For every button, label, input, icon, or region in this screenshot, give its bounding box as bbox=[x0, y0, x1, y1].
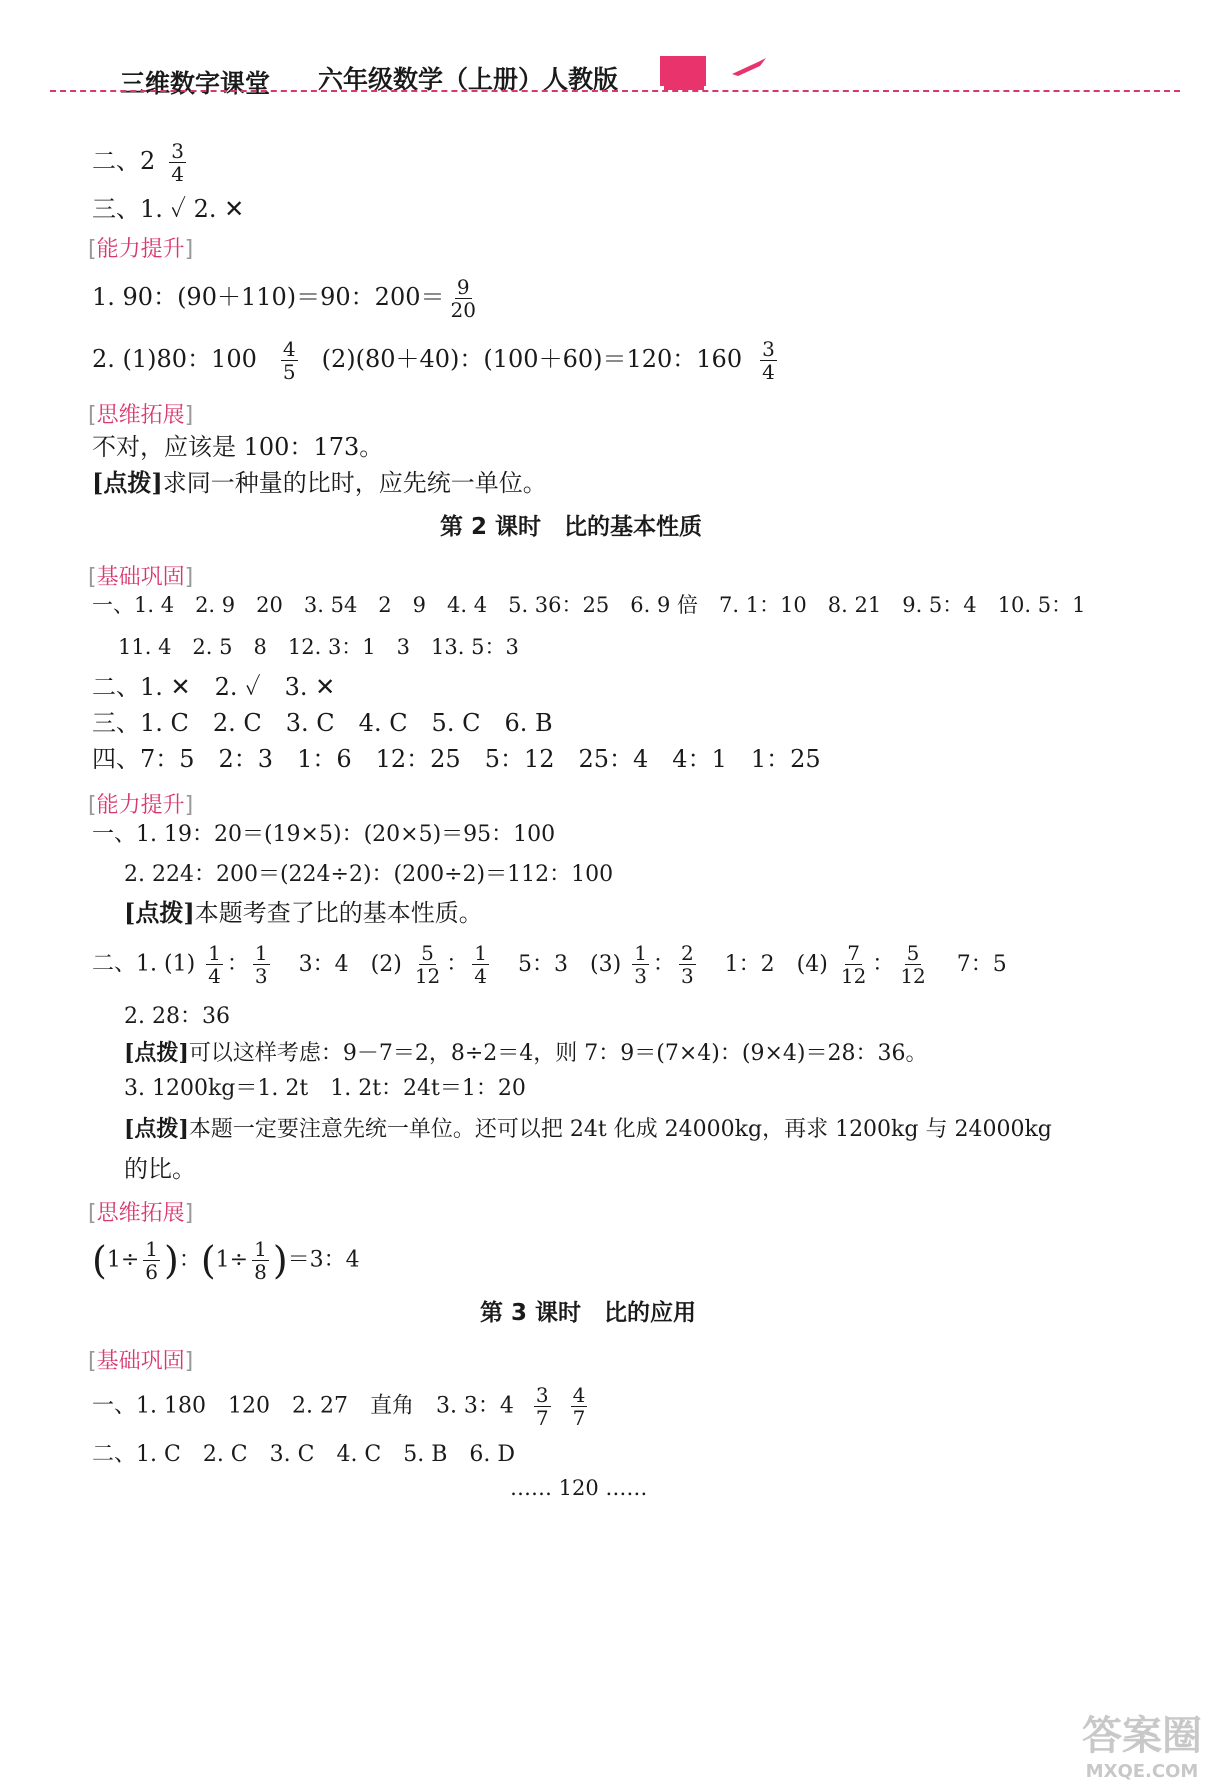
book-title: 六年级数学（上册）人教版 bbox=[318, 65, 619, 94]
answer-line: 2. 224：200＝(224÷2)：(200÷2)＝112：100 bbox=[124, 862, 614, 887]
answer-line: 四、7：5 2：3 1：6 12：25 5：12 25：4 4：1 1：25 bbox=[92, 745, 821, 773]
rocket-icon bbox=[728, 56, 768, 78]
section-tag-basic: [基础巩固] bbox=[88, 565, 194, 590]
answer-line: 二、1. (1) $\frac{1}{4}$ ： $\frac{1}{3}$ 3：4 (2) $\frac{5}{12}$ ： $\frac{1}{4}$ 5：3 (3) $\frac{1}{3}$ ： $\frac{2}{3}$ 1：2 (4) $\frac{7}{12}$ ： $\frac{5}{12}$ 7：5 bbox=[92, 941, 1007, 988]
answer-line: 2. 28：36 bbox=[124, 1004, 230, 1029]
tip-line: [点拨]本题考查了比的基本性质。 bbox=[124, 898, 483, 927]
answer-line: (1÷ $\frac{1}{6}$ )：(1÷ $\frac{1}{8}$ )＝3：4 bbox=[92, 1237, 360, 1284]
section-tag-ability: [能力提升] bbox=[88, 237, 194, 262]
section-tag-ability: [能力提升] bbox=[88, 793, 194, 818]
answer-line: 一、1. 180 120 2. 27 直角 3. 3：4 $\frac{3}{7}$ $\frac{4}{7}$ bbox=[92, 1383, 586, 1430]
answer-line: 3. 1200kg＝1. 2t 1. 2t：24t＝1：20 bbox=[124, 1076, 526, 1101]
answer-line: 2. (1)80：100 $\frac{4}{5}$ (2)(80＋40)：(100＋60)＝120：160 $\frac{3}{4}$ bbox=[92, 337, 775, 384]
answer-line: 不对，应该是 100：173。 bbox=[92, 433, 384, 461]
tip-line: [点拨]求同一种量的比时，应先统一单位。 bbox=[92, 468, 547, 497]
watermark: 答案圈 MXQE.COM bbox=[1082, 1713, 1202, 1782]
answer-line: 二、1. ✕ 2. ✓ 3. ✕ bbox=[92, 673, 336, 701]
answer-line: 一、1. 4 2. 9 20 3. 54 2 9 4. 4 5. 36：25 6. 9 倍 7. 1：10 8. 21 9. 5：4 10. 5：1 bbox=[92, 593, 1086, 617]
tip-line-continued: 的比。 bbox=[124, 1155, 196, 1183]
section-tag-thinking: [思维拓展] bbox=[88, 403, 194, 428]
section-tag-thinking: [思维拓展] bbox=[88, 1201, 194, 1226]
answer-line: 1. 90：(90＋110)＝90：200＝ $\frac{9}{20}$ bbox=[92, 275, 476, 322]
tip-line: [点拨]本题一定要注意先统一单位。还可以把 24t 化成 24000kg，再求 1200kg 与 24000kg bbox=[124, 1116, 1052, 1142]
header-divider bbox=[50, 90, 1180, 92]
page-number: …… 120 …… bbox=[510, 1476, 648, 1500]
answer-line: 11. 4 2. 5 8 12. 3：1 3 13. 5：3 bbox=[118, 635, 519, 659]
answer-line: 三、1. ✓ 2. ✕ bbox=[92, 195, 245, 223]
answer-line: 二、2 $\frac{3}{4}$ bbox=[92, 139, 185, 186]
lesson-title: 第 2 课时 比的基本性质 bbox=[440, 514, 703, 540]
series-title: 三维数字课堂 bbox=[120, 69, 271, 98]
lesson-title: 第 3 课时 比的应用 bbox=[480, 1300, 697, 1326]
tip-line: [点拨]可以这样考虑：9－7＝2，8÷2＝4，则 7：9＝(7×4)：(9×4)＝28：36。 bbox=[124, 1040, 928, 1066]
header-decoration-block bbox=[660, 56, 706, 86]
section-tag-basic: [基础巩固] bbox=[88, 1349, 194, 1374]
answer-line: 三、1. C 2. C 3. C 4. C 5. C 6. B bbox=[92, 709, 553, 737]
answer-line: 一、1. 19：20＝(19×5)：(20×5)＝95：100 bbox=[92, 822, 556, 847]
answer-line: 二、1. C 2. C 3. C 4. C 5. B 6. D bbox=[92, 1442, 516, 1467]
